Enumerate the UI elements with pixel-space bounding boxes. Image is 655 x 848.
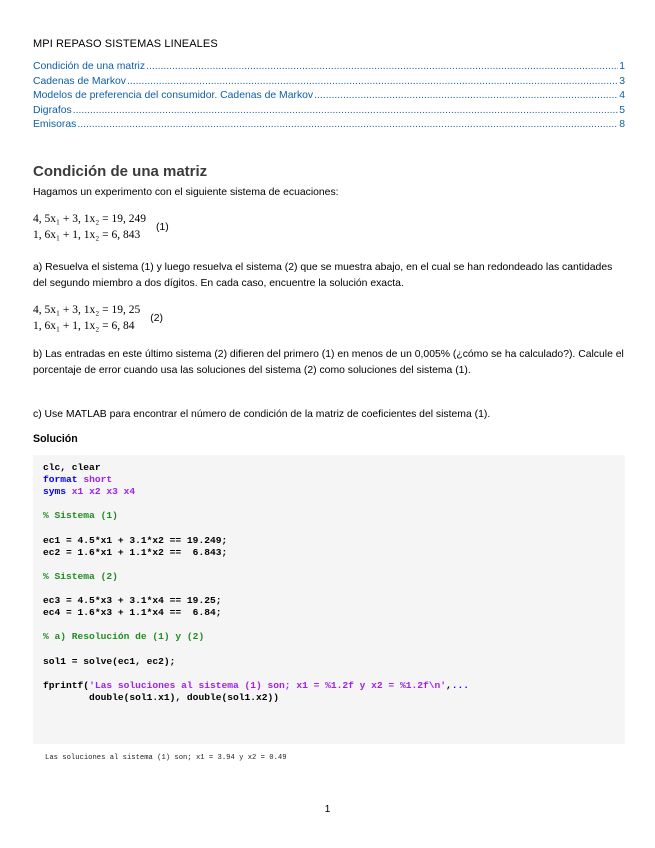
toc-page: 5: [619, 104, 625, 116]
toc-page: 3: [619, 75, 625, 87]
page-number: 1: [324, 804, 331, 815]
toc-entry-condicion[interactable]: [33, 61, 625, 76]
toc-entry-modelos[interactable]: [33, 90, 625, 105]
toc-leader: [73, 105, 619, 116]
code-punct: ,: [446, 679, 452, 691]
document-title: MPI REPASO SISTEMAS LINEALES: [33, 38, 218, 50]
toc-entry-emisoras[interactable]: [33, 119, 625, 134]
toc-leader: [314, 90, 618, 101]
equation-number: (1): [156, 221, 169, 233]
code-comment: % a) Resolución de (1) y (2): [43, 631, 205, 643]
table-of-contents: [33, 61, 625, 134]
code-line: ec2 = 1.6*x1 + 1.1*x2 == 6.843;: [43, 546, 228, 558]
equation-system-1: [33, 211, 169, 243]
toc-page: 4: [619, 90, 625, 101]
code-keyword: syms: [43, 486, 67, 498]
equation-lines: [33, 302, 140, 334]
code-line: clc, clear: [43, 462, 101, 473]
command-output: Las soluciones al sistema (1) son; x1 = 3.94 y x2 = 0.49: [45, 754, 287, 762]
toc-label: Digrafos: [33, 104, 72, 116]
code-line: ec4 = 1.6*x3 + 1.1*x4 == 6.84;: [43, 607, 222, 619]
code-line: ec1 = 4.5*x1 + 3.1*x2 == 19.249;: [43, 534, 228, 546]
code-comment: % Sistema (2): [43, 570, 118, 582]
toc-entry-markov[interactable]: [33, 76, 625, 91]
equation-system-2: [33, 302, 163, 334]
equation-line: 1, 6x₁ + 1, 1x₂ = 6, 843: [33, 229, 141, 241]
equation-lines: [33, 211, 146, 243]
toc-page: 8: [619, 119, 625, 130]
code-line: ec3 = 4.5*x3 + 3.1*x4 == 19.25;: [43, 595, 222, 607]
code-string: 'Las soluciones al sistema (1) son; x1 = %1.2f y x2 = %1.2f\n': [89, 679, 447, 691]
code-line: sol1 = solve(ec1, ec2);: [43, 655, 176, 667]
code-block[interactable]: [33, 455, 625, 744]
toc-leader: [77, 119, 618, 130]
section-heading: Condición de una matriz: [33, 163, 208, 180]
part-c-paragraph: c) Use MATLAB para encontrar el número de condición de la matriz de coeficientes del sistema (1).: [33, 409, 491, 420]
toc-label: Emisoras: [33, 119, 77, 130]
code-argument: x1 x2 x3 x4: [71, 486, 136, 498]
code-comment: % Sistema (1): [43, 510, 118, 522]
equation-line: 4, 5x₁ + 3, 1x₂ = 19, 25: [33, 304, 141, 316]
code-keyword: format: [43, 474, 78, 486]
code-continuation: ...: [451, 679, 470, 691]
equation-line: 1, 6x₁ + 1, 1x₂ = 6, 84: [33, 320, 135, 332]
equation-line: 4, 5x₁ + 3, 1x₂ = 19, 249: [33, 213, 146, 225]
intro-paragraph: Hagamos un experimento con el siguiente sistema de ecuaciones:: [33, 187, 339, 198]
part-b-paragraph: b) Las entradas en este último sistema (2) difieren del primero (1) en menos de un 0,005% (¿cómo se ha calculado?). Calcule el porcentaje de error cuando usa las soluciones del sistema (2) como soluciones del sistema (1).: [33, 349, 624, 376]
part-a-paragraph: a) Resuelva el sistema (1) y luego resuelva el sistema (2) que se muestra abajo, en el cual se han redondeado las cantidades del segundo miembro a dos dígitos. En cada caso, encuentre la solución exacta.: [33, 262, 613, 289]
code-function: fprintf(: [43, 679, 90, 691]
toc-entry-digrafos[interactable]: [33, 105, 625, 120]
toc-page: 1: [619, 61, 625, 72]
toc-label: Condición de una matriz: [33, 61, 146, 72]
solution-heading: Solución: [33, 433, 78, 445]
code-listing: [33, 455, 625, 704]
toc-label: Cadenas de Markov: [33, 75, 126, 87]
code-argument: short: [83, 474, 113, 486]
toc-leader: [127, 76, 618, 87]
toc-label: Modelos de preferencia del consumidor. Cadenas de Markov: [33, 90, 314, 101]
toc-leader: [146, 61, 618, 72]
equation-number: (2): [150, 312, 163, 324]
code-line: double(sol1.x1), double(sol1.x2)): [43, 691, 280, 703]
